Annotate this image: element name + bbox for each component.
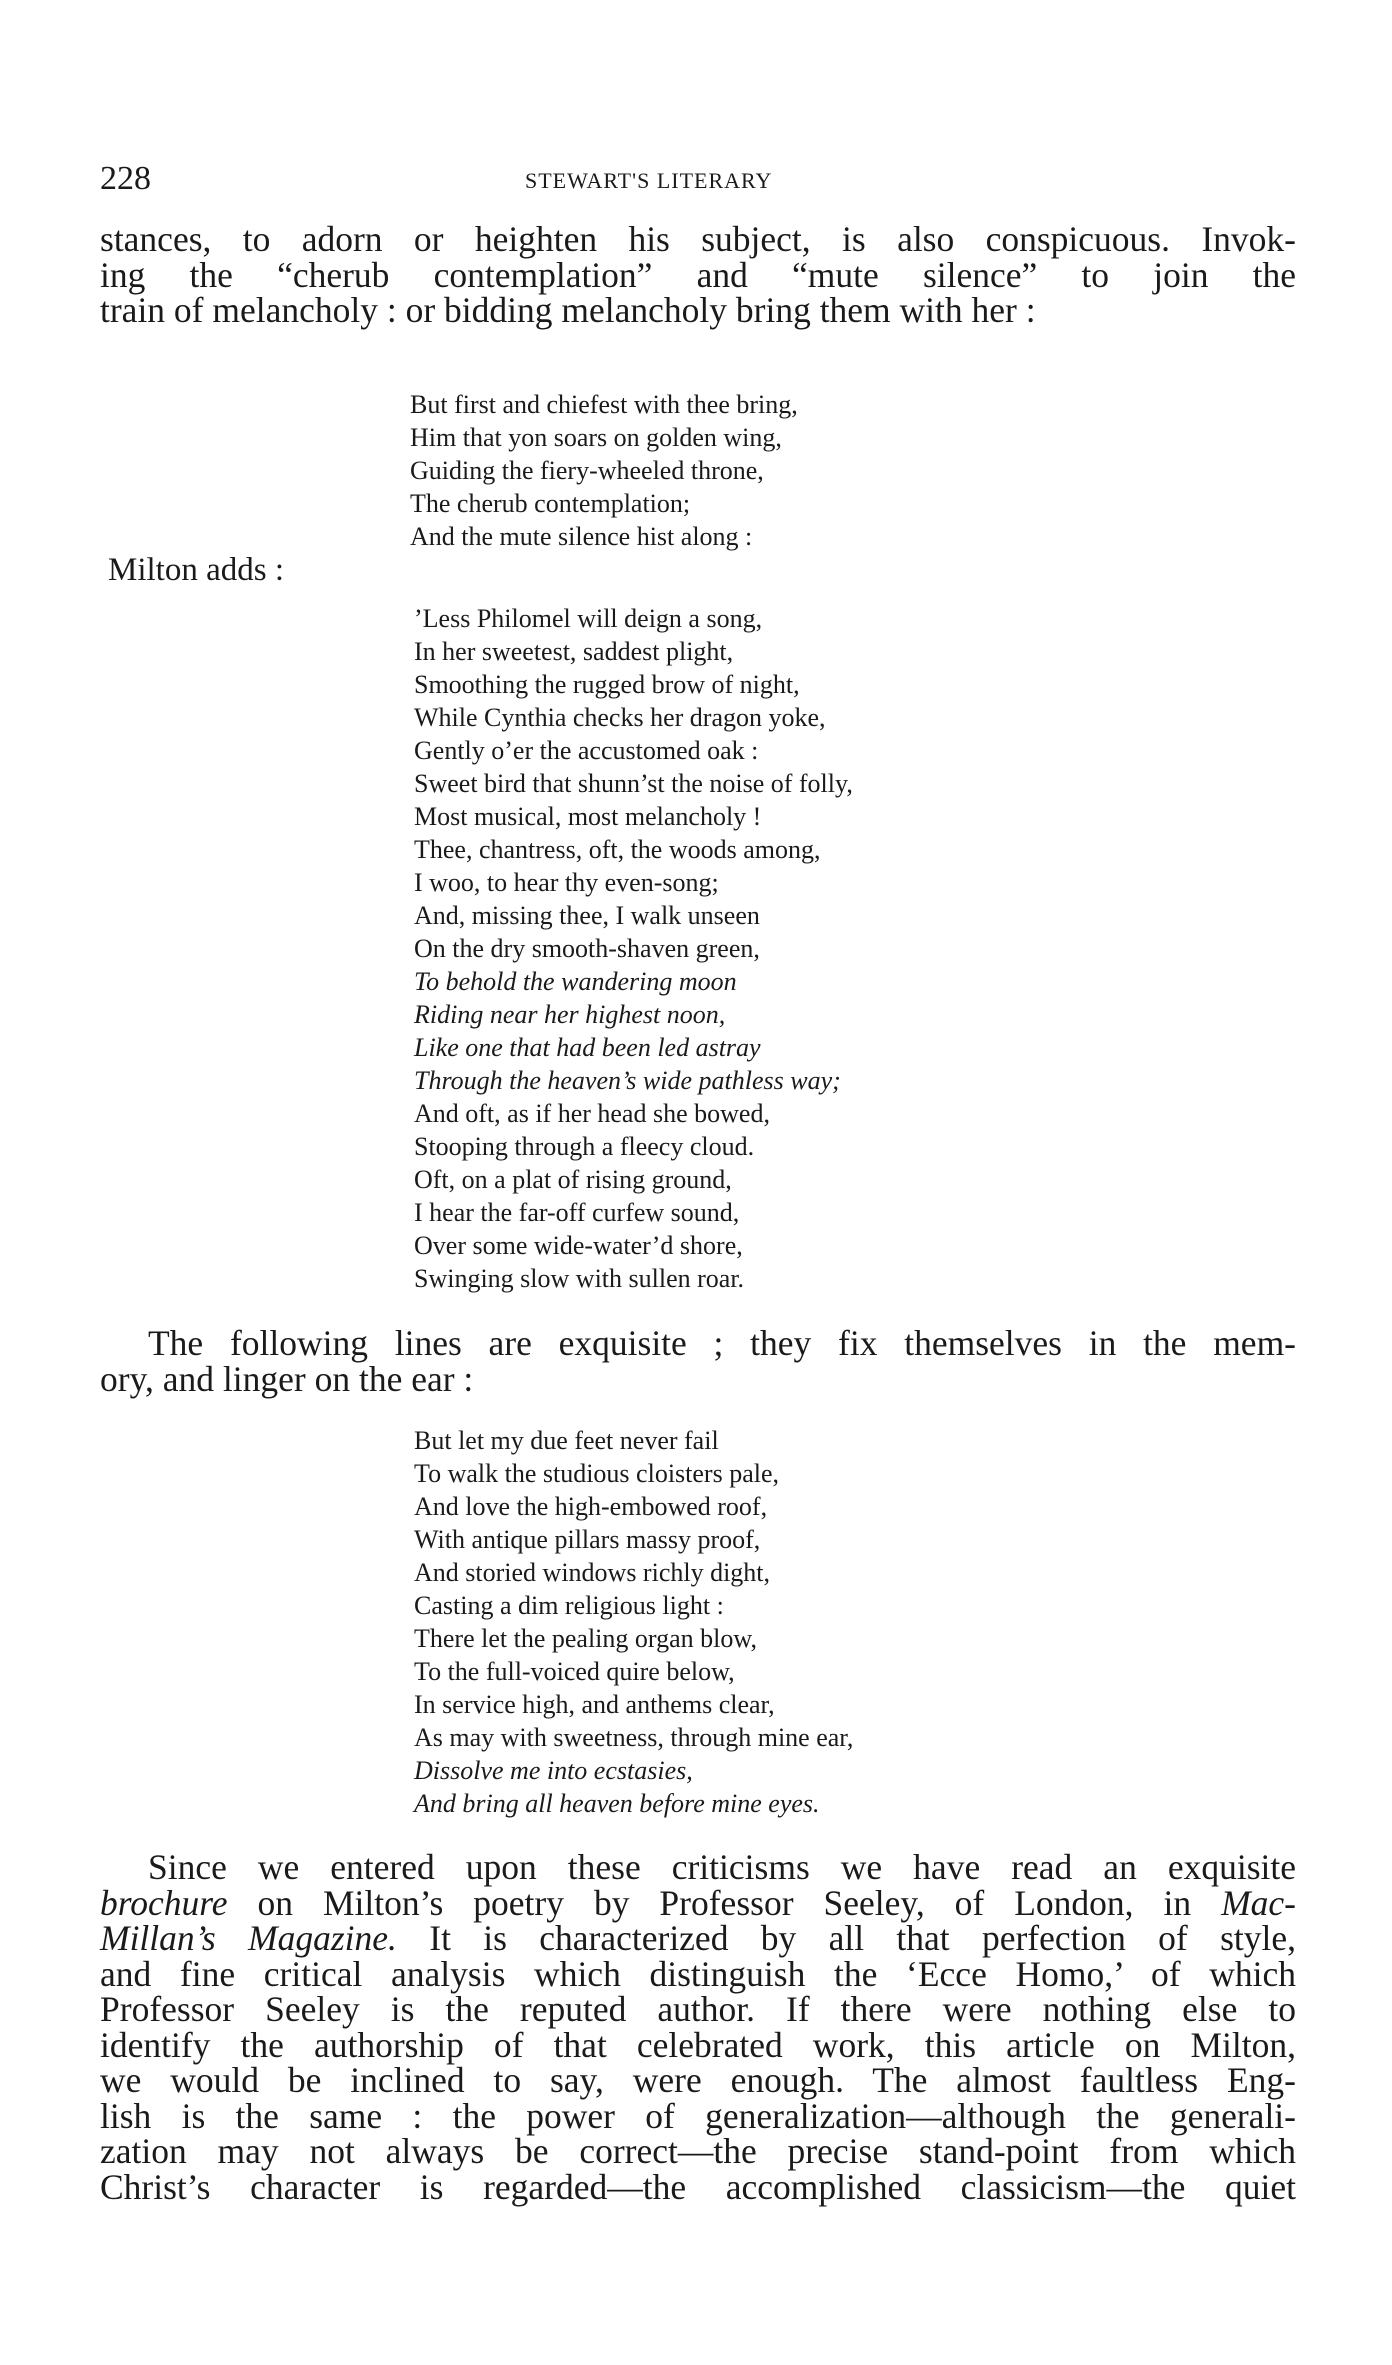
verse-line: And oft, as if her head she bowed, [414,1099,770,1128]
closing-paragraph [100,1847,1296,2207]
prose-line: ing the “cherub contemplation” and “mute silence” to join the [100,254,1296,295]
prose-line: train of melancholy : or bidding melancholy bring them with her : [100,290,1036,330]
verse-line: But let my due feet never fail [414,1426,719,1455]
verse-line: I hear the far-off curfew sound, [414,1198,740,1227]
verse-line: And, missing thee, I walk unseen [414,901,760,930]
verse-line-italic: Like one that had been led astray [414,1033,761,1062]
verse-line: To walk the studious cloisters pale, [414,1459,780,1488]
running-title: STEWART'S LITERARY [525,168,773,193]
verse-line: Swinging slow with sullen roar. [414,1264,745,1293]
verse-line-italic: Riding near her highest noon, [414,1000,726,1029]
verse-block-one [410,388,798,553]
prose-line: The following lines are exquisite ; they fix themselves in the mem- [148,1323,1296,1363]
verse-line: But first and chiefest with thee bring, [410,390,798,419]
prose-line: Christ’s character is regarded—the accomplished classicism—the quiet [100,2166,1296,2207]
verse-line-italic: Through the heaven’s wide pathless way; [414,1066,841,1095]
verse-line: Gently o’er the accustomed oak : [414,736,759,765]
verse-line: There let the pealing organ blow, [414,1624,757,1653]
verse-line: Stooping through a fleecy cloud. [414,1132,755,1161]
prose-line: zation may not always be correct—the precise stand-point from which [100,2131,1296,2171]
prose-line: identify the authorship of that celebrated work, this article on Milton, [100,2024,1296,2065]
verse-line: With antique pillars massy proof, [414,1525,761,1554]
verse-line-italic: Dissolve me into ecstasies, [414,1756,693,1785]
prose-italic: Mac- [1221,1882,1296,1923]
verse-line-italic: To behold the wandering moon [414,967,737,996]
verse-line-italic: And bring all heaven before mine eyes. [414,1789,820,1818]
verse-line: Thee, chantress, oft, the woods among, [414,835,821,864]
page-number: 228 [100,160,151,197]
intro-paragraph [100,219,1296,330]
verse-line: Casting a dim religious light : [414,1591,724,1620]
verse-line: Him that yon soars on golden wing, [410,423,782,452]
verse-line: Most musical, most melancholy ! [414,802,762,831]
verse-line: On the dry smooth-shaven green, [414,934,760,963]
verse-line: In service high, and anthems clear, [414,1690,775,1719]
verse-block-two [414,602,853,1295]
following-paragraph [100,1323,1296,1399]
prose-italic: brochure [100,1882,228,1923]
verse-line: To the full-voiced quire below, [414,1657,735,1686]
milton-adds-label: Milton adds : [108,552,285,588]
verse-line: Smoothing the rugged brow of night, [414,670,800,699]
running-head [100,160,1300,200]
verse-line: As may with sweetness, through mine ear, [414,1723,854,1752]
prose-line: and fine critical analysis which distinguish the ‘Ecce Homo,’ of which [100,1953,1296,1994]
verse-line: And storied windows richly dight, [414,1558,771,1587]
verse-line: And love the high-embowed roof, [414,1492,768,1521]
verse-line: Oft, on a plat of rising ground, [414,1165,732,1194]
prose-line: Professor Seeley is the reputed author. If there were nothing else to [100,1989,1296,2029]
verse-line: While Cynthia checks her dragon yoke, [414,703,826,732]
verse-line: The cherub contemplation; [410,489,691,518]
verse-block-three [414,1424,853,1820]
prose-text: on Milton’s poetry by Professor Seeley, of London, in [227,1882,1222,1923]
prose-line: ory, and linger on the ear : [100,1358,474,1399]
verse-line: ’Less Philomel will deign a song, [414,604,763,633]
verse-line: Sweet bird that shunn’st the noise of folly, [414,769,853,798]
prose-italic: Millan’s Magazine. [100,1918,397,1958]
prose-text: It is characterized by all that perfection of style, [396,1918,1296,1958]
prose-line [100,1918,1296,1958]
prose-line: lish is the same : the power of generalization—although the generali- [100,2095,1296,2136]
verse-line: And the mute silence hist along : [410,522,753,551]
prose-line: stances, to adorn or heighten his subject, is also conspicuous. Invok- [100,219,1296,259]
prose-line: Since we entered upon these criticisms we have read an exquisite [148,1847,1296,1887]
prose-line: we would be inclined to say, were enough. The almost faultless Eng- [100,2060,1296,2100]
verse-line: Over some wide-water’d shore, [414,1231,743,1260]
prose-line [100,1882,1296,1923]
verse-line: Guiding the fiery-wheeled throne, [410,456,764,485]
verse-line: I woo, to hear thy even-song; [414,868,719,897]
verse-line: In her sweetest, saddest plight, [414,637,734,666]
